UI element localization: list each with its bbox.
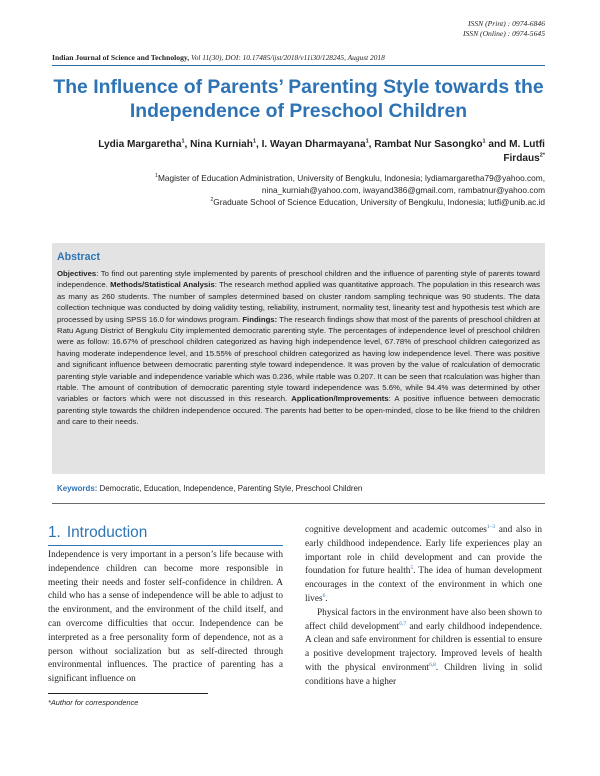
objectives-label: Objectives (57, 269, 97, 278)
text-run: and also in early childhood independence. Early life experiences play an important role in child development and can provide the foundation for future health (305, 525, 543, 577)
keywords-divider (52, 503, 545, 504)
body-column-left (48, 549, 283, 687)
author-name: Firdaus (503, 153, 540, 164)
findings-label: Findings: (242, 314, 278, 324)
applications-text: : A positive influence between democratic parenting style towards the children independence occured. The parents had better to be open-minded, close to be like friend to the children and care to their needs. (57, 394, 540, 427)
keywords (57, 484, 362, 493)
abstract-heading: Abstract (57, 251, 100, 263)
text-run: . The idea of human development encourages in the context of the environment in which one lives (305, 566, 542, 604)
journal-name: Indian Journal of Science and Technology, (52, 53, 190, 62)
title-line-2: Independence of Preschool Children (129, 100, 468, 122)
section-underline (48, 545, 283, 546)
body-column-right (305, 524, 542, 690)
footnote-divider (48, 693, 208, 694)
citation-link[interactable]: 6 (322, 592, 326, 599)
text-run: Physical factors in the environment have also been shown to affect child development (305, 607, 542, 632)
author-name: , Nina Kurniah (184, 139, 253, 150)
issn-block (463, 19, 545, 39)
author-affil-mark: 1 (365, 138, 369, 145)
keywords-text: Democratic, Education, Independence, Parenting Style, Preschool Children (97, 484, 363, 493)
author-name: , I. Wayan Dharmayana (256, 139, 366, 150)
affiliations (60, 173, 545, 208)
author-affil-mark: 1 (252, 138, 256, 145)
text-run: cognitive development and academic outcomes (305, 525, 487, 535)
author-name: and M. Lutfi (485, 139, 545, 150)
journal-citation (52, 53, 545, 62)
text-run: . Children living in solid conditions have a higher (305, 662, 542, 687)
objectives-text: : To find out parenting style implemented by parents of preschool children and the influence of parenting style of parents toward independence. (57, 269, 540, 290)
author-name: Lydia Margaretha (98, 139, 182, 150)
body-paragraph (305, 607, 542, 690)
footnote-correspondence: *Author for correspondence (48, 698, 139, 707)
citation-link[interactable]: 6,8 (429, 661, 436, 668)
text-run: and early childhood independence. A clean and safe environment for children is essential to ensure a positive development trajectory. Improved levels of health with the physical environment (305, 621, 542, 673)
section-title: Introduction (66, 524, 148, 541)
keywords-label: Keywords: (57, 484, 98, 493)
citation-link[interactable]: 1–3 (486, 523, 496, 530)
findings-text: The research findings show that most of the parents of preschool children at Ratu Agung District of Bengkulu City implemented democratic parenting style. The percentages of independence level of preschool children were as follow: 16.67% of preschool children categorized as having high independence level, 67.78% of preschool children categorized as having moderate independence level, and 15.55% of preschool children categorized as having low independence level. There was positive and significant influence between democratic parenting style toward independence. It was proven by the value of rcalculation of democratic parenting style variable and independence variable which was 0.236, while rtable was 0.207. It can be seen that rcalculation was higher than rtable. The amount of contribution of democratic parenting style toward independence was 5.6%, while 94.4% was determined by other variables or factors which were not discussed in this research. (57, 314, 540, 404)
author-name: , Rambat Nur Sasongko (368, 139, 483, 150)
citation-link[interactable]: 6,7 (399, 620, 407, 627)
applications-label: Application/Improvements (291, 394, 389, 404)
affil-mark: 2 (210, 196, 214, 203)
author-affil-mark: 1 (482, 138, 486, 145)
journal-meta: Vol 11(30), DOI: 10.17485/ijst/2018/v11i30/128245, August 2018 (189, 53, 385, 62)
affiliation-1: Magister of Education Administration, University of Bengkulu, Indonesia; lydiamargaretha79@yahoo.com, (157, 173, 545, 183)
paper-title (52, 75, 545, 123)
author-affil-mark: 1 (181, 138, 185, 145)
header-divider (52, 65, 545, 66)
methods-label: Methods/Statistical Analysis (110, 280, 215, 290)
section-heading-introduction (48, 524, 147, 542)
issn-online: ISSN (Online) : 0974-5645 (462, 29, 545, 38)
citation-link[interactable]: 5 (410, 565, 414, 572)
body-paragraph (305, 524, 542, 607)
issn-print: ISSN (Print) : 0974-6846 (468, 19, 545, 28)
methods-text: : The research method applied was quantitative approach. The population in this research was as many as 260 students. The number of samples determined based on cluster random sampling technique was 90 students. The data collection technique was conducted by doing validity testing, reliability, instrument, normality test, linearity test and hypothesis test which are processed by using SPSS 16.0 for windows program. (57, 280, 540, 324)
abstract-body (57, 268, 540, 428)
author-affil-mark: 2* (539, 152, 545, 159)
affil-mark: 1 (155, 173, 158, 180)
section-number: 1. (48, 524, 61, 541)
affiliation-1-emails: nina_kurniah@yahoo.com, iwayand386@gmail.com, rambatnur@yahoo.com (261, 184, 545, 195)
body-paragraph: Independence is very important in a person’s life because with independence children can become more responsible in meeting their needs and foster self-confidence in children. A child who has a sense of independence will be able to adjust to the environment, and the environment of the child itself, and can overcome difficulties that occur. Independence can be interpreted as a free personality form of dependence, not as a person without socialization but as self-directed through environmental influences. The practice of parenting has a significant influence on (48, 550, 283, 685)
author-list (60, 138, 545, 166)
affiliation-2: Graduate School of Science Education, University of Bengkulu, Indonesia; lutfi@unib.ac.id (213, 196, 545, 207)
text-run: . (325, 593, 328, 604)
title-line-1: The Influence of Parents’ Parenting Style towards the (53, 76, 544, 98)
